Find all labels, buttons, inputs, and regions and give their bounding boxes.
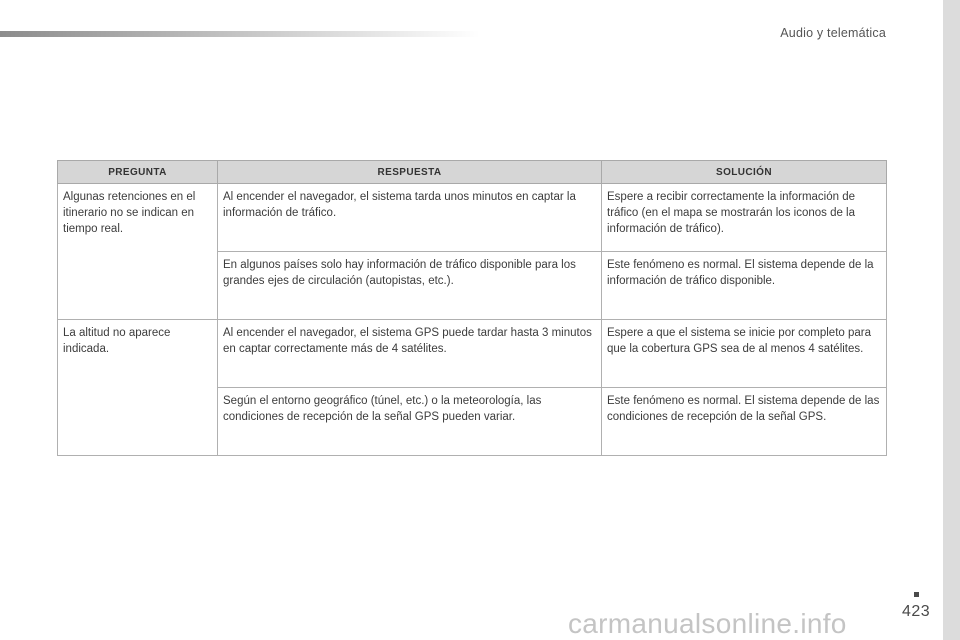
watermark: carmanualsonline.info xyxy=(568,608,847,639)
answer-cell: Según el entorno geográfico (túnel, etc.) o la meteorología, las condiciones de recepción de la señal GPS pueden variar. xyxy=(218,388,602,456)
header-gradient-bar xyxy=(0,31,480,37)
page-marker-dot xyxy=(914,592,919,597)
table-row xyxy=(58,320,887,388)
table-header-row xyxy=(58,161,887,184)
page-number: 423 xyxy=(902,603,931,620)
solution-cell: Espere a recibir correctamente la información de tráfico (en el mapa se mostrarán los iconos de la información de tráfico). xyxy=(602,184,887,252)
column-header-solution: SOLUCIÓN xyxy=(602,161,887,184)
table-row xyxy=(58,184,887,252)
troubleshooting-table xyxy=(57,160,887,456)
question-cell: La altitud no aparece indicada. xyxy=(58,320,218,456)
page-edge-strip xyxy=(943,0,960,640)
solution-cell: Espere a que el sistema se inicie por completo para que la cobertura GPS sea de al menos 4 satélites. xyxy=(602,320,887,388)
answer-cell: Al encender el navegador, el sistema GPS puede tardar hasta 3 minutos en captar correctamente más de 4 satélites. xyxy=(218,320,602,388)
column-header-question: PREGUNTA xyxy=(58,161,218,184)
section-title: Audio y telemática xyxy=(780,26,886,40)
solution-cell: Este fenómeno es normal. El sistema depende de las condiciones de recepción de la señal GPS. xyxy=(602,388,887,456)
answer-cell: Al encender el navegador, el sistema tarda unos minutos en captar la información de tráfico. xyxy=(218,184,602,252)
solution-cell: Este fenómeno es normal. El sistema depende de la información de tráfico disponible. xyxy=(602,252,887,320)
column-header-answer: RESPUESTA xyxy=(218,161,602,184)
answer-cell: En algunos países solo hay información de tráfico disponible para los grandes ejes de circulación (autopistas, etc.). xyxy=(218,252,602,320)
question-cell: Algunas retenciones en el itinerario no se indican en tiempo real. xyxy=(58,184,218,320)
